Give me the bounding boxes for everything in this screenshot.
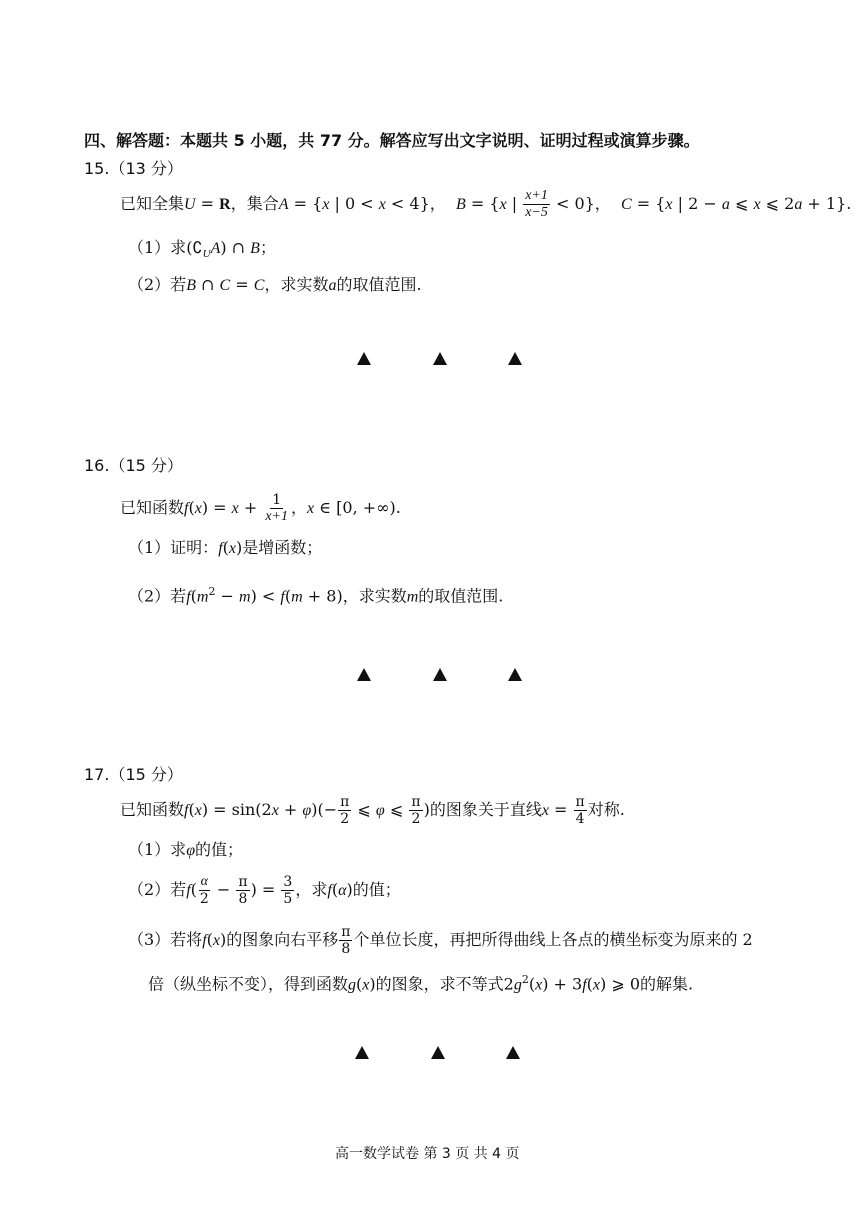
q15-header: 15.（13 分） — [84, 159, 183, 178]
triangle-marker — [508, 352, 522, 365]
triangle-marker — [433, 352, 447, 365]
q17-part1: （1）求φ的值； — [128, 840, 244, 859]
triangle-marker — [433, 668, 447, 681]
triangle-marker — [431, 1046, 445, 1059]
q15-part2: （2）若B ∩ C = C，求实数a的取值范围. — [128, 275, 422, 294]
q16-stem: 已知函数f(x) = x + $\frac{1}{x+1}$ ，x ∈ [0, +∞). — [120, 492, 401, 524]
q17-part3-line2: 倍（纵坐标不变），得到函数g(x)的图象，求不等式$2g^2(x) + 3f(x)$ ⩾ 0的解集. — [148, 973, 694, 994]
q15-part1: （1）求$(∁_UA)$ ∩ B； — [128, 238, 276, 261]
q17-part3-line1: （3）若将f(x)的图象向右平移 $\frac{\pi}{8}$ 个单位长度，再把所得曲线上各点的横坐标变为原来的 2 — [128, 924, 753, 957]
q16-part2: （2）若$f(m^2 - m) < f(m + 8)$，求实数m的取值范围. — [128, 585, 504, 606]
q17-header: 17.（15 分） — [84, 765, 183, 784]
triangle-marker — [357, 668, 371, 681]
page-footer: 高一数学试卷 第 3 页 共 4 页 — [335, 1146, 520, 1162]
q16-part1: （1）证明：f(x)是增函数； — [128, 538, 323, 557]
triangle-marker — [508, 668, 522, 681]
triangle-marker — [355, 1046, 369, 1059]
triangle-marker — [506, 1046, 520, 1059]
q17-part2: （2）若f( $\frac{\alpha}{2}$ − $\frac{\pi}{8}$ ) = $\frac{3}{5}$ ，求f(α)的值； — [128, 874, 401, 907]
q17-stem: 已知函数f(x) = sin(2x + φ)(− $\frac{\pi}{2}$ ⩽ φ ⩽ $\frac{\pi}{2}$ )的图象关于直线x = $\frac{\pi}{4}$ 对称. — [120, 794, 625, 827]
q15-stem: 已知全集U = R，集合A = {x | 0 < x < 4}， B = {x | $\frac{x+1}{x-5}$ < 0}， C = {x | 2 − a ⩽ x ⩽ 2a + 1}. — [120, 188, 852, 220]
triangle-marker — [357, 352, 371, 365]
q16-header: 16.（15 分） — [84, 456, 183, 475]
section-heading: 四、解答题：本题共 5 小题，共 77 分。解答应写出文字说明、证明过程或演算步骤。 — [84, 131, 700, 150]
